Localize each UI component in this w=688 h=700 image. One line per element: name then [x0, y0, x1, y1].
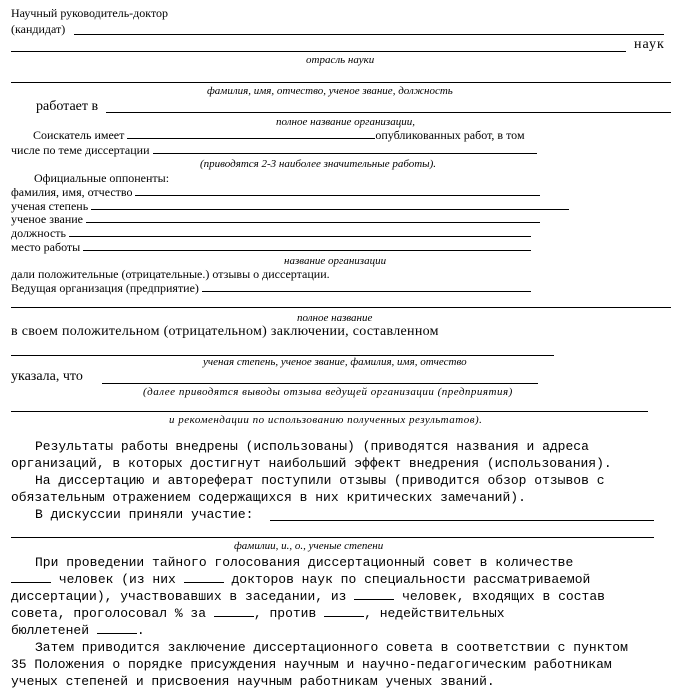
- indicated-label: указала, что: [11, 369, 83, 384]
- lead-org-full-name-underline: [11, 307, 671, 308]
- organization-underline: [106, 112, 671, 113]
- publications-count-blank: [127, 128, 375, 139]
- recommendations-caption: и рекомендации по использованию полученных результатов).: [169, 414, 483, 426]
- closing-line-1: Затем приводится заключение диссертационного совета в соответствии с пунктом: [35, 640, 628, 655]
- closing-line-3: ученых степеней и присвоения научным работникам ученых званий.: [11, 674, 495, 689]
- voting-line-1: При проведении тайного голосования диссертационный совет в количестве: [35, 555, 574, 570]
- participants-count-blank: [354, 589, 394, 600]
- results-line-2: организаций, в которых достигнут наибольший эффект внедрения (использования).: [11, 456, 612, 471]
- participants-caption: фамилии, и., о., ученые степени: [234, 540, 384, 552]
- works-at-label: работает в: [36, 99, 99, 114]
- reviews-text: дали положительные (отрицательные.) отзывы о диссертации.: [11, 267, 330, 281]
- signer-caption: ученая степень, ученое звание, фамилия, имя, отчество: [203, 356, 467, 368]
- doctors-count-blank: [184, 572, 224, 583]
- supervisor-name-underline: [74, 34, 664, 35]
- discussion-underline: [270, 520, 654, 521]
- invalid-ballots-blank: [97, 623, 137, 634]
- name-underline: [11, 82, 671, 83]
- closing-line-2: 35 Положения о порядке присуждения научным и научно-педагогическим работникам: [11, 657, 612, 672]
- full-name-caption: полное название: [297, 312, 373, 324]
- indicated-underline: [102, 383, 538, 384]
- name-caption: фамилия, имя, отчество, ученое звание, должность: [207, 85, 453, 97]
- voting-line-3: диссертации), участвовавших в заседании, из человек, входящих в состав: [11, 589, 605, 604]
- opponents-heading: Официальные оппоненты:: [34, 171, 170, 185]
- participants-underline: [11, 537, 654, 538]
- publications-caption: (приводятся 2-3 наиболее значительные работы).: [200, 158, 437, 170]
- discussion-label: В дискуссии приняли участие:: [35, 507, 254, 522]
- lead-organization-line: Ведущая организация (предприятие): [11, 281, 531, 295]
- findings-caption: (далее приводятся выводы отзыва ведущей организации (предприятия): [143, 386, 513, 398]
- publications-line-2: числе по теме диссертации: [11, 143, 537, 157]
- findings-underline: [11, 411, 648, 412]
- conclusion-text: в своем положительном (отрицательном) заключении, составленном: [11, 324, 439, 339]
- opponent-field-name: фамилия, имя, отчество: [11, 185, 540, 199]
- organization-caption: полное название организации,: [276, 116, 415, 128]
- voting-line-2: человек (из них докторов наук по специальности рассматриваемой: [11, 572, 590, 588]
- field-caption: отрасль науки: [306, 54, 375, 66]
- council-members-blank: [11, 572, 51, 583]
- results-line-3: На диссертацию и автореферат поступили отзывы (приводится обзор отзывов с: [35, 473, 605, 488]
- supervisor-line: Научный руководитель-доктор: [11, 6, 169, 20]
- results-line-4: обязательным отражением содержащихся в них критических замечаний).: [11, 490, 526, 505]
- opponent-field-position: должность: [11, 226, 531, 240]
- voting-line-4: совета, проголосовал % за , против , недействительных: [11, 606, 505, 621]
- opponent-field-title: ученое звание: [11, 212, 540, 226]
- publications-line-1: Соискатель имеет опубликованных работ, в том: [33, 128, 525, 142]
- publications-list-blank: [153, 143, 537, 154]
- org-name-caption: название организации: [284, 255, 387, 267]
- votes-for-blank: [214, 606, 254, 617]
- votes-against-blank: [324, 606, 364, 617]
- field-underline: [11, 51, 626, 52]
- opponent-field-workplace: место работы: [11, 240, 531, 254]
- results-line-1: Результаты работы внедрены (использованы) (приводятся названия и адреса: [35, 439, 589, 454]
- sciences-word: наук: [634, 37, 665, 52]
- opponent-field-degree: ученая степень: [11, 199, 569, 213]
- voting-line-5: бюллетеней .: [11, 623, 145, 638]
- candidate-line: (кандидат): [11, 22, 66, 36]
